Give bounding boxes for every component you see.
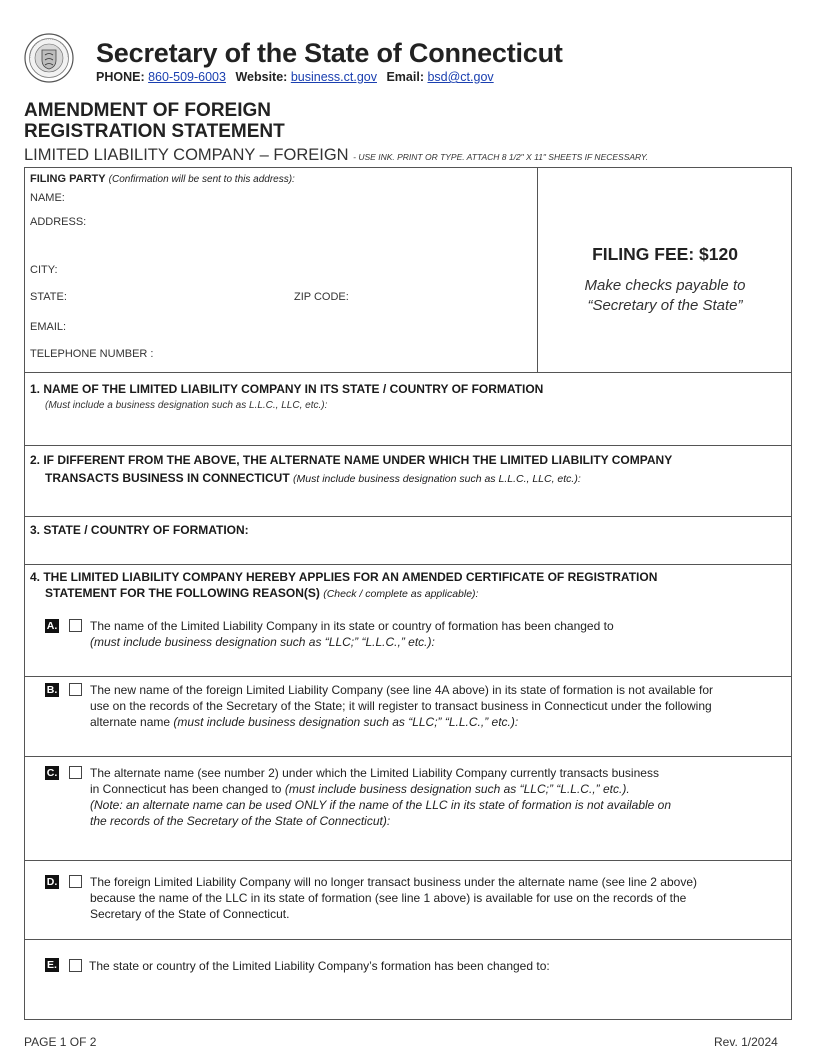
phone-label: PHONE: [96, 70, 145, 84]
option-c-line3: (Note: an alternate name can be used ONLY if the name of the LLC in its state of formation is not available on [90, 798, 672, 812]
option-b-line2: use on the records of the Secretary of the State; it will register to transact business in Connecticut under the following [90, 699, 712, 713]
section-1-title: 1. NAME OF THE LIMITED LIABILITY COMPANY IN ITS STATE / COUNTRY OF FORMATION [30, 382, 544, 396]
checks-payable-line1: Make checks payable to [584, 277, 746, 294]
option-d-text [90, 874, 770, 922]
option-e-badge: E. [45, 958, 59, 972]
option-e-checkbox[interactable] [69, 959, 82, 972]
section-2-title-line2 [45, 469, 581, 488]
section-2-note: (Must include business designation such as L.L.C., LLC, etc.): [293, 473, 581, 485]
option-d-line3: Secretary of the State of Connecticut. [90, 907, 290, 921]
divider-4 [24, 564, 792, 565]
option-c-text [90, 765, 770, 829]
filing-fee-divider [537, 167, 538, 372]
address-label: ADDRESS: [30, 216, 87, 228]
divider-8 [24, 939, 792, 940]
agency-title: Secretary of the State of Connecticut [96, 38, 563, 68]
document-title-line1: AMENDMENT OF FOREIGN [24, 100, 271, 121]
email-label: Email: [386, 70, 424, 84]
section-4-title-line2 [45, 584, 478, 603]
option-c-line2b: (must include business designation such as “LLC;” “L.L.C.,” etc.). [284, 782, 630, 796]
option-a-checkbox[interactable] [69, 619, 82, 632]
checks-payable [538, 276, 792, 316]
instruction-text: - USE INK. PRINT OR TYPE. ATTACH 8 1/2" X 11" SHEETS IF NECESSARY. [353, 152, 649, 162]
section-4-note: (Check / complete as applicable): [323, 588, 479, 600]
filing-party-heading: FILING PARTY [30, 173, 106, 185]
option-b-line1: The new name of the foreign Limited Liability Company (see line 4A above) in its state of formation is not available for [90, 683, 713, 697]
option-b-line3a: alternate name [90, 715, 171, 729]
zip-label: ZIP CODE: [294, 291, 349, 303]
state-seal-logo [24, 33, 74, 83]
option-b-badge: B. [46, 684, 58, 696]
divider-2 [24, 445, 792, 446]
option-d-line2: because the name of the LLC in its state of formation (see line 1 above) is available for use on the records of the [90, 891, 687, 905]
filing-party-heading-row [30, 173, 295, 185]
email-field-label: EMAIL: [30, 321, 67, 333]
section-4-title-line1: 4. THE LIMITED LIABILITY COMPANY HEREBY APPLIES FOR AN AMENDED CERTIFICATE OF REGISTRATION [30, 570, 658, 584]
option-c-checkbox[interactable] [69, 766, 82, 779]
city-label: CITY: [30, 264, 58, 276]
divider-5 [24, 676, 792, 677]
section-4-title-text: STATEMENT FOR THE FOLLOWING REASON(S) [45, 586, 320, 600]
option-b-checkbox[interactable] [69, 683, 82, 696]
option-c-line1: The alternate name (see number 2) under which the Limited Liability Company currently transacts business [90, 766, 659, 780]
website-label: Website: [235, 70, 288, 84]
section-1-note: (Must include a business designation such as L.L.C., LLC, etc.): [45, 400, 328, 411]
option-b-line3 [90, 714, 770, 730]
option-c-badge: C. [46, 767, 58, 779]
section-2-title-line1: 2. IF DIFFERENT FROM THE ABOVE, THE ALTERNATE NAME UNDER WHICH THE LIMITED LIABILITY COMPANY [30, 453, 673, 467]
option-d-badge: D. [46, 876, 58, 888]
contact-line [96, 70, 494, 84]
name-label: NAME: [30, 192, 65, 204]
option-a-line2: (must include business designation such as “LLC;” “L.L.C.,” etc.): [90, 635, 435, 649]
option-a-line1: The name of the Limited Liability Company in its state or country of formation has been changed to [90, 619, 614, 633]
option-b-text [90, 682, 770, 730]
option-c-line4: the records of the Secretary of the State of Connecticut): [90, 814, 391, 828]
section-2-title-text: TRANSACTS BUSINESS IN CONNECTICUT [45, 471, 290, 485]
checks-payable-line2: “Secretary of the State” [587, 297, 743, 314]
document-subtitle [24, 146, 648, 165]
divider-6 [24, 756, 792, 757]
divider-1 [24, 372, 792, 373]
page-number: PAGE 1 OF 2 [24, 1035, 97, 1049]
state-label: STATE: [30, 291, 67, 303]
option-d-line1: The foreign Limited Liability Company will no longer transact business under the alternate name (see line 2 above) [90, 875, 698, 889]
document-title [24, 100, 285, 142]
option-c-line2 [90, 781, 770, 797]
filing-fee: FILING FEE: $120 [592, 244, 738, 264]
email-link[interactable]: bsd@ct.gov [427, 70, 494, 84]
website-link[interactable]: business.ct.gov [290, 70, 377, 84]
option-c-line2a: in Connecticut has been changed to [90, 782, 282, 796]
option-a-text [90, 618, 770, 650]
phone-link[interactable]: 860-509-6003 [148, 70, 226, 84]
section-3-title: 3. STATE / COUNTRY OF FORMATION: [30, 523, 249, 537]
document-title-line2: REGISTRATION STATEMENT [24, 121, 285, 142]
filing-party-note: (Confirmation will be sent to this address): [108, 174, 295, 185]
option-d-checkbox[interactable] [69, 875, 82, 888]
divider-3 [24, 516, 792, 517]
revision-date: Rev. 1/2024 [714, 1035, 778, 1049]
subtitle-text: LIMITED LIABILITY COMPANY – FOREIGN [24, 146, 349, 164]
option-b-line3b: (must include business designation such as “LLC;” “L.L.C.,” etc.): [173, 715, 519, 729]
divider-7 [24, 860, 792, 861]
option-e-text: The state or country of the Limited Liability Company’s formation has been changed to: [89, 959, 550, 973]
option-a-badge: A. [46, 620, 58, 632]
telephone-label: TELEPHONE NUMBER : [30, 348, 154, 360]
